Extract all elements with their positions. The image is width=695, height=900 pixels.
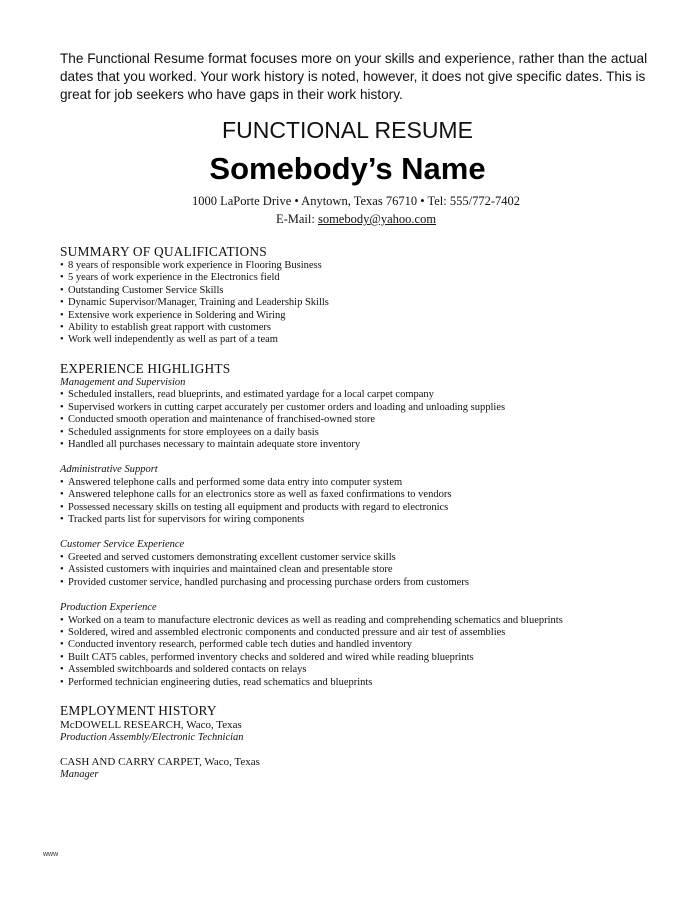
- list-item: • 5 years of work experience in the Electronics field: [60, 272, 280, 284]
- experience-group-management: [60, 377, 660, 451]
- experience-heading: EXPERIENCE HIGHLIGHTS: [60, 361, 231, 376]
- list-item: • Scheduled assignments for store employees on a daily basis: [60, 426, 319, 438]
- list-item: • Performed technician engineering duties, read schematics and blueprints: [60, 676, 373, 688]
- list-item: • Tracked parts list for supervisors for wiring components: [60, 514, 305, 526]
- list-item: • Answered telephone calls for an electronics store as well as faxed confirmations to vendors: [60, 489, 452, 501]
- experience-group-title: Production Experience: [60, 602, 157, 614]
- experience-group-administrative: [60, 464, 660, 526]
- employer-name: CASH AND CARRY CARPET: [60, 756, 200, 769]
- employment-entry: [60, 756, 660, 781]
- list-item: • Outstanding Customer Service Skills: [60, 284, 224, 296]
- list-item: • Conducted smooth operation and maintenance of franchised-owned store: [60, 414, 376, 426]
- list-item: • Soldered, wired and assembled electronic components and conducted pressure and air test of assemblies: [60, 626, 506, 638]
- experience-group-title: Administrative Support: [60, 464, 158, 476]
- candidate-name: Somebody’s Name: [209, 151, 486, 186]
- employer-line: [60, 756, 660, 769]
- list-item: • Handled all purchases necessary to maintain adequate store inventory: [60, 439, 361, 451]
- list-item: • Answered telephone calls and performed some data entry into computer system: [60, 476, 403, 488]
- list-item: • Extensive work experience in Soldering and Wiring: [60, 309, 286, 321]
- employer-name: McDOWELL RESEARCH: [60, 719, 181, 731]
- email-label: E-Mail:: [275, 212, 318, 226]
- contact-address: 1000 LaPorte Drive • Anytown, Texas 76710 • Tel: 555/772-7402: [191, 194, 521, 208]
- employer-location: , Waco, Texas: [180, 719, 242, 731]
- summary-section: [60, 244, 660, 347]
- employment-section: [60, 703, 660, 794]
- footer-watermark: www: [43, 851, 59, 858]
- employer-location: , Waco, Texas: [199, 756, 260, 769]
- experience-group-title: Customer Service Experience: [60, 539, 185, 551]
- list-item: • Ability to establish great rapport with customers: [60, 322, 271, 334]
- list-item: • Conducted inventory research, performed cable tech duties and handled inventory: [60, 639, 413, 651]
- summary-list: [60, 260, 660, 347]
- list-item: • Work well independently as well as part of a team: [60, 334, 278, 346]
- job-title: Production Assembly/Electronic Technician: [60, 732, 244, 743]
- employment-entry: [60, 719, 660, 744]
- job-title: Manager: [60, 769, 99, 781]
- summary-heading: SUMMARY OF QUALIFICATIONS: [60, 244, 267, 259]
- list-item: • Built CAT5 cables, performed inventory checks and soldered and wired while reading blueprints: [60, 651, 474, 663]
- list-item: • Scheduled installers, read blueprints, and estimated yardage for a local carpet company: [60, 389, 434, 401]
- list-item: • 8 years of responsible work experience in Flooring Business: [60, 260, 322, 271]
- list-item: • Possessed necessary skills on testing all equipment and products with regard to electronics: [60, 501, 449, 513]
- document-title: FUNCTIONAL RESUME: [222, 117, 473, 143]
- list-item: • Provided customer service, handled purchasing and processing purchase orders from customers: [60, 576, 469, 588]
- experience-section: [60, 361, 660, 702]
- list-item: • Supervised workers in cutting carpet accurately per customer orders and loading and unloading supplies: [60, 401, 506, 413]
- list-item: • Assisted customers with inquiries and maintained clean and presentable store: [60, 564, 393, 576]
- employer-line: [60, 719, 660, 732]
- experience-group-customer-service: [60, 539, 660, 589]
- email-link[interactable]: somebody@yahoo.com: [317, 212, 437, 226]
- experience-group-production: [60, 602, 660, 689]
- list-item: • Worked on a team to manufacture electronic devices as well as reading and comprehending schematics and blueprints: [60, 614, 563, 626]
- contact-email-line: [0, 211, 695, 227]
- list-item: • Dynamic Supervisor/Manager, Training and Leadership Skills: [60, 297, 329, 309]
- list-item: • Assembled switchboards and soldered contacts on relays: [60, 664, 307, 676]
- experience-group-title: Management and Supervision: [60, 377, 186, 388]
- intro-paragraph: The Functional Resume format focuses more on your skills and experience, rather than the actual dates that you worked. Your work history is noted, however, it does not give specific dates. This is great for job seekers who have gaps in their work history.: [60, 51, 648, 102]
- employment-heading: EMPLOYMENT HISTORY: [60, 703, 217, 718]
- list-item: • Greeted and served customers demonstrating excellent customer service skills: [60, 551, 396, 563]
